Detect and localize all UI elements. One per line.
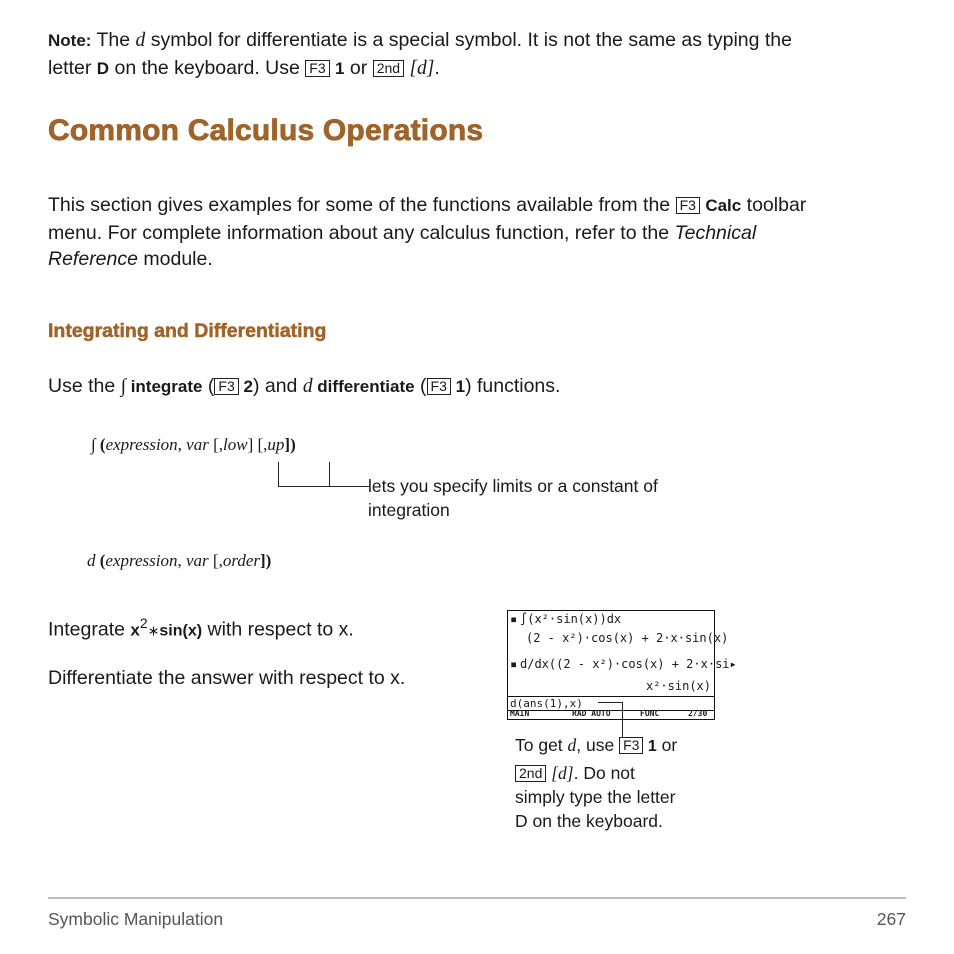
intro-paragraph (48, 192, 918, 273)
letter-d: D (96, 58, 110, 78)
annotation-line: integration (368, 500, 450, 520)
note-text: on the keyboard. Use (109, 56, 306, 79)
usage-text: Use the (48, 375, 121, 397)
intro-text: menu. For complete information about any calculus function, refer to the (48, 221, 675, 244)
example-exponent: 2 (139, 615, 148, 631)
annotation-line: lets you specify limits or a constant of (368, 476, 658, 496)
history-result-integral: (2 - x²)·cos(x) + 2·x·sin(x) (526, 631, 729, 645)
syntax-expression: expression (105, 435, 178, 454)
history-bullet: ▪ (510, 612, 518, 626)
caption-text: . Do not (573, 763, 635, 783)
key-f3: F3 (427, 378, 451, 395)
caption-text: simply type the letter (515, 787, 676, 807)
intro-text: module. (137, 248, 213, 270)
usage-text: ) and (252, 375, 303, 397)
note-text: . (434, 56, 440, 79)
syntax-bracket: [, (253, 435, 268, 454)
example-text: with respect to x. (202, 618, 354, 641)
key-f3: F3 (214, 378, 238, 395)
example-sinx: sin(x) (159, 622, 203, 640)
history-entry-integral: ∫(x²·sin(x))dx (520, 612, 622, 626)
key-2nd: 2nd (373, 60, 404, 77)
page-title: Common Calculus Operations (48, 114, 484, 147)
status-func: FUNC (640, 709, 660, 718)
history-result-derivative: x²·sin(x) (645, 679, 711, 693)
technical-text: Technical (674, 221, 757, 244)
caption-text: To get (515, 735, 568, 755)
syntax-up: up (267, 435, 285, 454)
syntax-low: low (223, 435, 248, 454)
integrate-example (48, 610, 354, 645)
d-symbol: d (567, 735, 577, 755)
note-text: letter (48, 56, 97, 79)
history-bullet: ▪ (510, 657, 518, 671)
entry-line[interactable]: d(ans(1),x) (510, 697, 583, 710)
key-f3: F3 (619, 737, 643, 754)
page-number: 267 (876, 909, 906, 929)
syntax-comma: , (177, 551, 186, 570)
status-mode: RAD AUTO (572, 709, 611, 718)
syntax-expression: expression (105, 551, 178, 570)
syntax-paren: ( (95, 551, 106, 570)
status-main: MAIN (510, 709, 530, 718)
syntax-close: ]) (284, 435, 296, 454)
note-text: The (91, 29, 136, 51)
limits-annotation (368, 474, 658, 522)
syntax-var: var (186, 435, 209, 454)
d-symbol: d (302, 376, 313, 397)
integral-symbol: ∫ (91, 435, 96, 454)
differentiate-label: differentiate (312, 377, 415, 396)
integrate-label: integrate (125, 377, 203, 396)
key-f3: F3 (305, 60, 329, 77)
key-f3: F3 (676, 197, 700, 214)
example-times: ∗ (147, 622, 160, 639)
note-label: Note: (48, 31, 92, 50)
section-subheading: Integrating and Differentiating (48, 320, 327, 342)
history-entry-derivative: d/dx((2 - x²)·cos(x) + 2·x·si▸ (520, 657, 737, 671)
note-text: symbol for differentiate is a special symbol. It is not the same as typing the (145, 29, 792, 51)
usage-line (48, 373, 560, 401)
syntax-bracket: [, (208, 435, 224, 454)
key-2: 2 (238, 377, 253, 396)
key-1: 1 (335, 58, 345, 78)
reference-text: Reference (48, 248, 138, 270)
example-x: x (130, 620, 140, 640)
key-1: 1 (450, 377, 466, 396)
integrate-syntax (91, 435, 296, 455)
screen-caption (515, 733, 745, 833)
differentiate-syntax (87, 551, 271, 571)
usage-text: ( (202, 375, 215, 397)
integral-symbol: ∫ (120, 376, 126, 397)
syntax-bracket: [, (208, 551, 223, 570)
key-d: [d] (409, 57, 435, 79)
limits-callout-lines (270, 458, 380, 492)
usage-text: ( (414, 375, 427, 397)
syntax-paren: ( (95, 435, 106, 454)
differentiate-example: Differentiate the answer with respect to x. (48, 667, 406, 689)
syntax-var: var (186, 551, 209, 570)
d-symbol: d (87, 551, 96, 570)
caption-text: or (656, 735, 678, 755)
caption-text: D on the keyboard. (515, 811, 663, 831)
example-text: Integrate (48, 618, 131, 641)
caption-text: , use (576, 735, 620, 755)
syntax-close: ]) (260, 551, 272, 570)
footer-section-name: Symbolic Manipulation (48, 909, 224, 929)
calc-menu-name: Calc (705, 196, 742, 215)
status-count: 2/30 (688, 709, 708, 718)
syntax-order: order (222, 551, 260, 570)
key-d: [d] (551, 763, 574, 783)
d-symbol: d (135, 30, 146, 51)
key-1: 1 (643, 738, 657, 755)
footer-rule (48, 897, 906, 899)
usage-text: ) functions. (465, 375, 561, 397)
intro-text: toolbar (741, 194, 807, 216)
note-paragraph (48, 27, 918, 82)
intro-text: This section gives examples for some of the functions available from the (48, 194, 676, 216)
syntax-comma: , (177, 435, 187, 454)
note-text: or (344, 56, 373, 79)
key-2nd: 2nd (515, 765, 546, 782)
syntax-bracket: ] (247, 435, 254, 454)
